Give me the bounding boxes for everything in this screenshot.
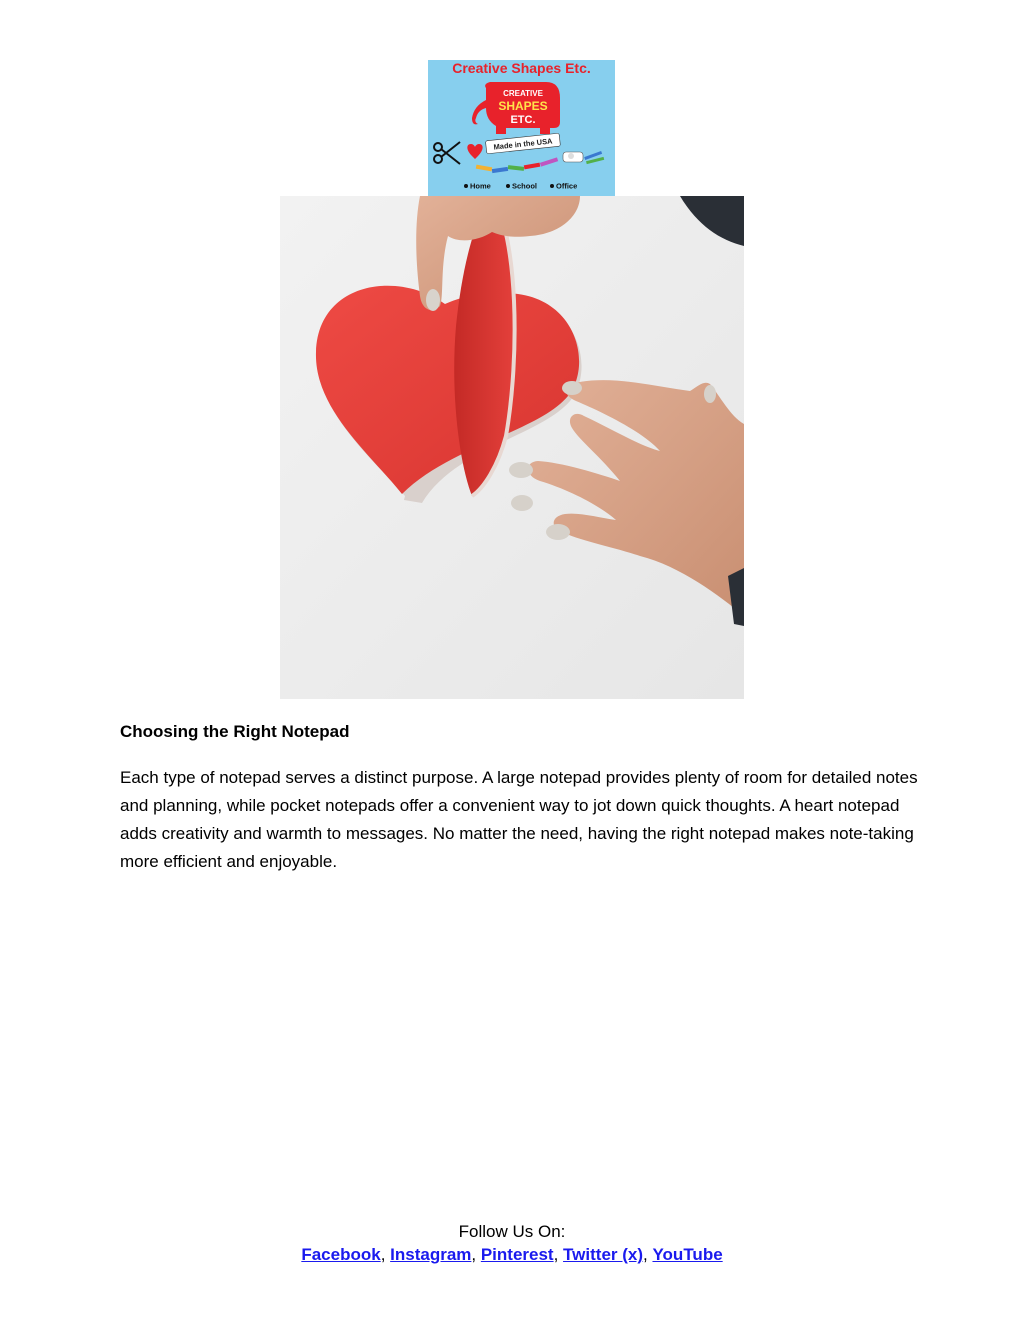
logo-badge-line-2: SHAPES: [498, 99, 548, 113]
logo-tag-home: Home: [470, 181, 491, 191]
heart-notepad-photo: [280, 196, 744, 699]
follow-us-label: Follow Us On:: [458, 1222, 566, 1241]
logo-title: Creative Shapes Etc.: [452, 60, 591, 76]
twitter-link[interactable]: Twitter (x): [563, 1245, 644, 1264]
logo-ribbon: Made in the USA: [493, 136, 553, 152]
logo-badge-line-3: ETC.: [510, 114, 536, 126]
tape-icon: [563, 152, 583, 162]
pinterest-link[interactable]: Pinterest: [480, 1245, 554, 1264]
youtube-link[interactable]: YouTube: [652, 1245, 723, 1264]
creative-shapes-logo: [428, 60, 615, 196]
footer: [0, 1220, 1024, 1266]
social-links: Facebook, Instagram, Pinterest, Twitter (x), YouTube: [301, 1245, 723, 1264]
article-body: Each type of notepad serves a distinct purpose. A large notepad provides plenty of room for detailed notes and planning, while pocket notepads offer a convenient way to jot down quick thoughts. A heart notepad adds creativity and warmth to messages. No matter the need, having the right notepad makes note-taking more efficient and enjoyable.: [120, 768, 918, 871]
facebook-link[interactable]: Facebook: [301, 1245, 381, 1264]
article-heading: Choosing the Right Notepad: [120, 722, 350, 741]
logo-tag-office: Office: [556, 181, 578, 191]
logo-badge-line-1: CREATIVE: [503, 89, 543, 98]
instagram-link[interactable]: Instagram: [390, 1245, 472, 1264]
logo-tag-school: School: [512, 181, 538, 191]
